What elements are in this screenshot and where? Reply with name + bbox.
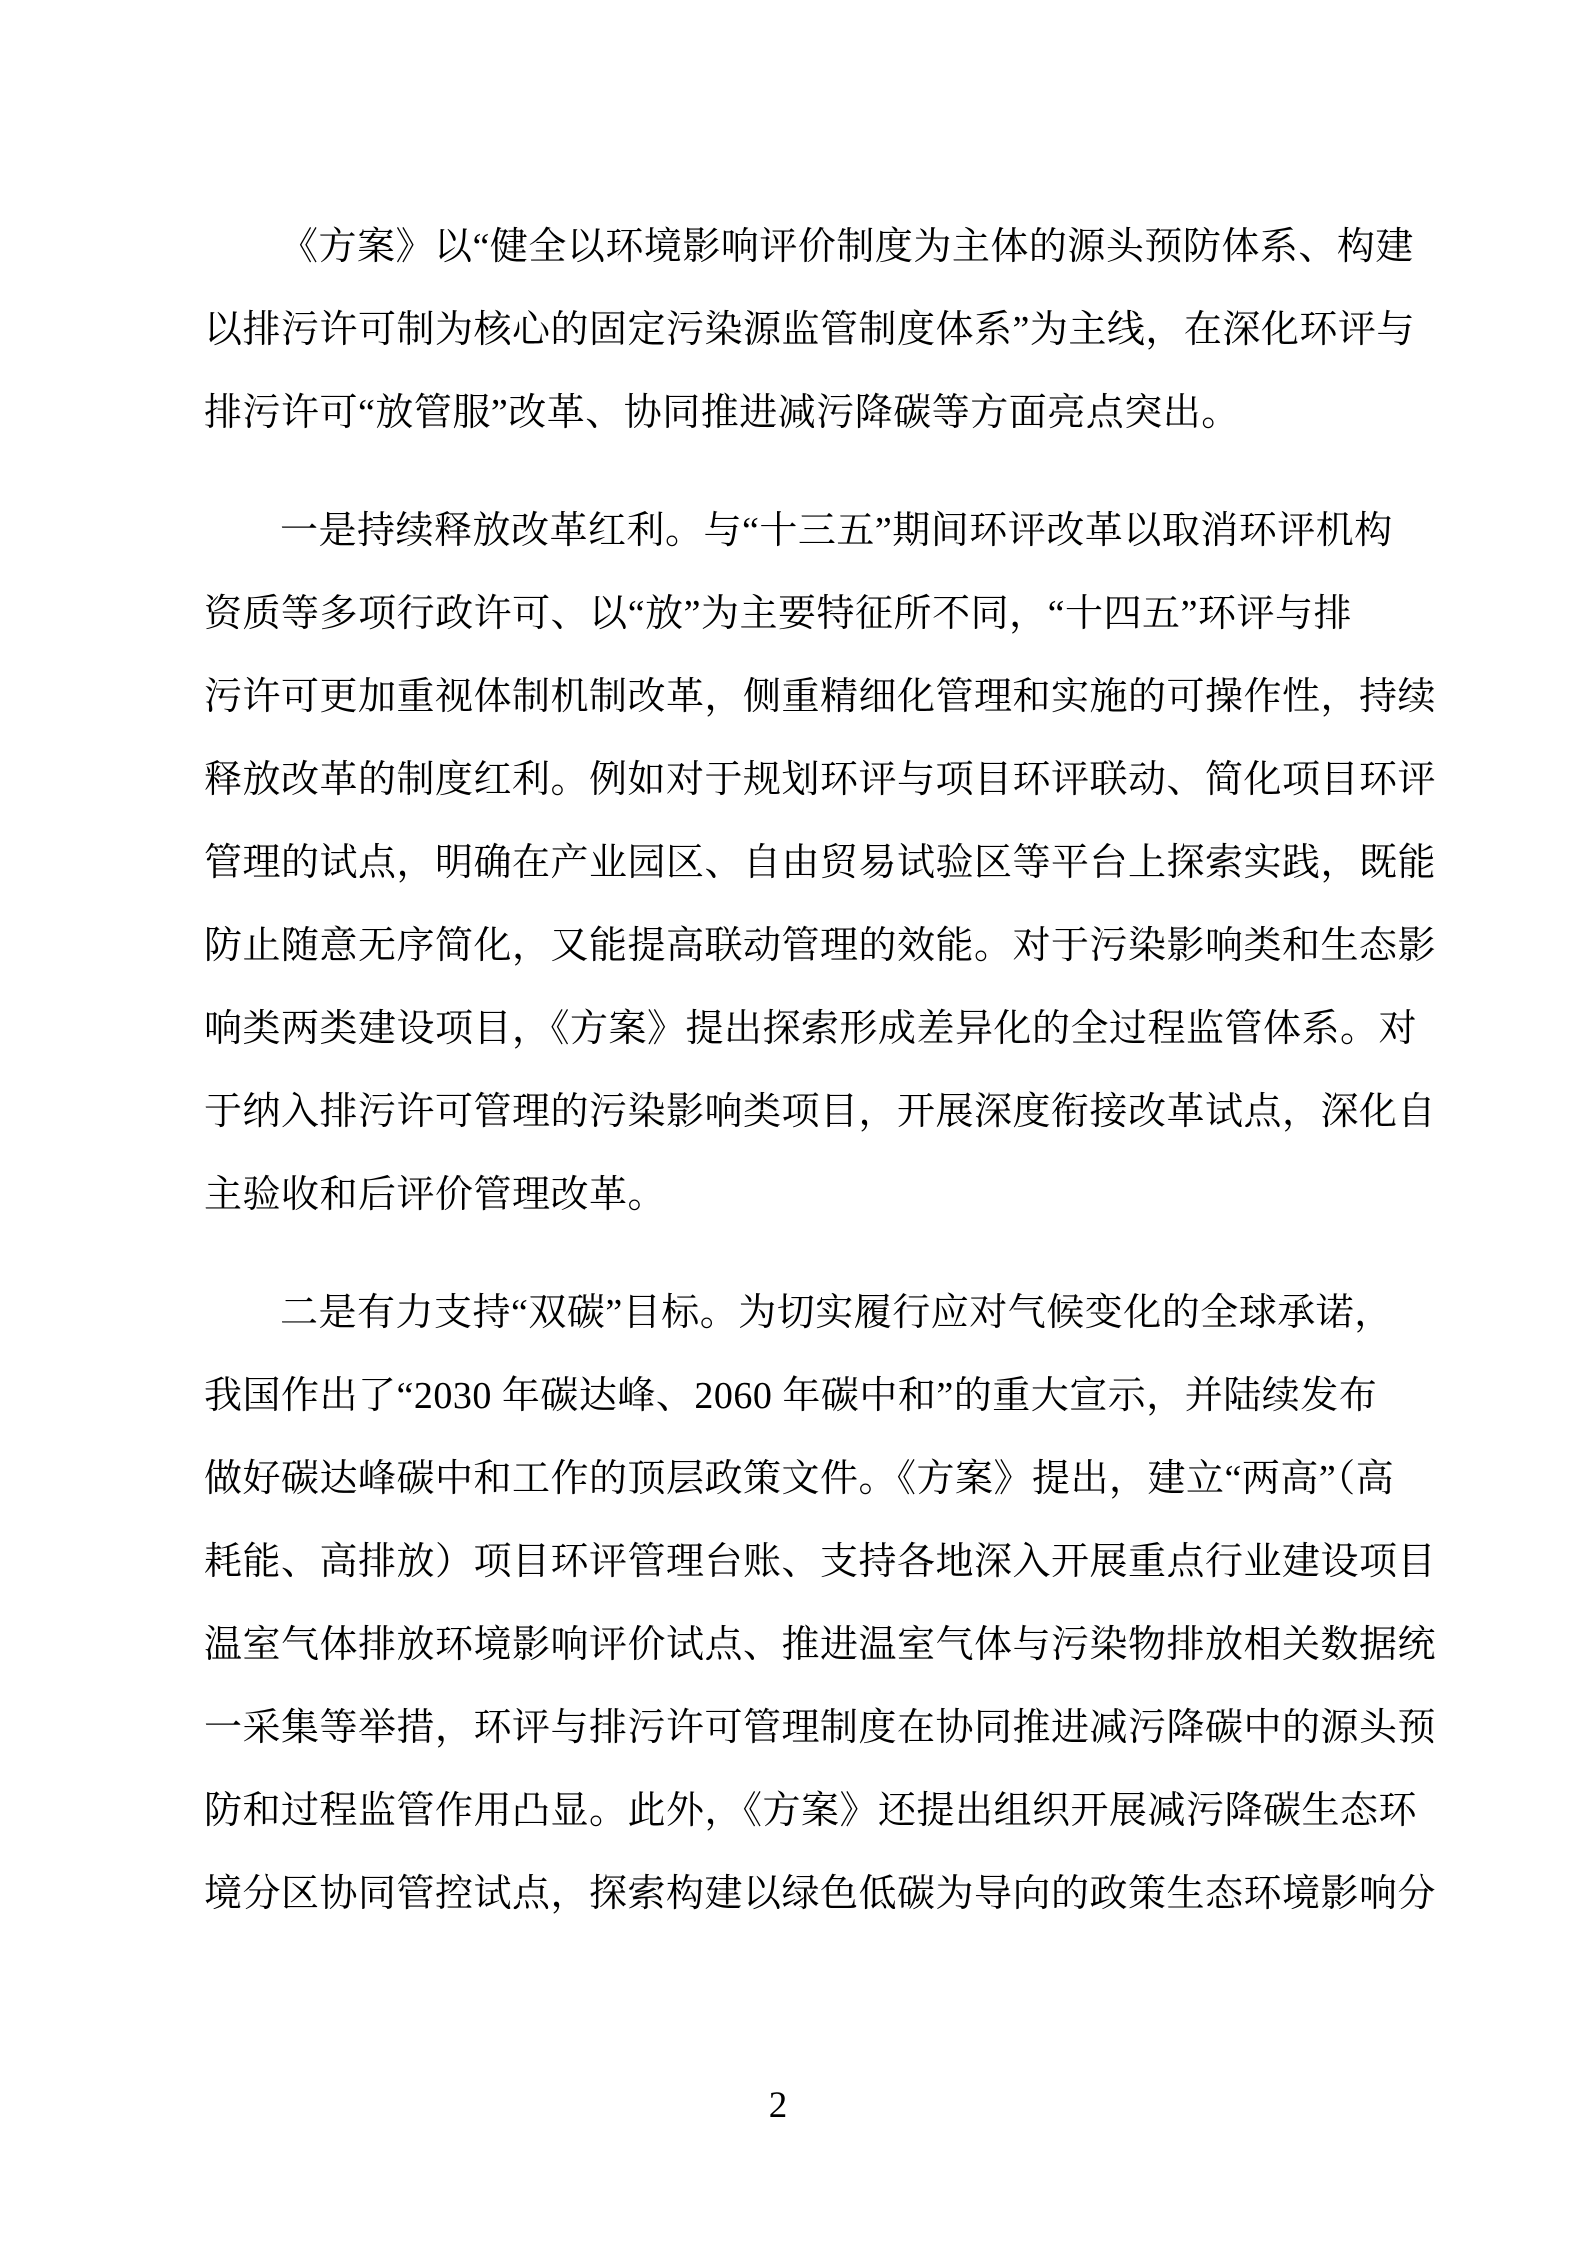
document-body — [204, 206, 1437, 1936]
text-line: 资质等多项行政许可、以“放”为主要特征所不同，“十四五”环评与排 — [204, 593, 1352, 635]
text-line: 排污许可“放管服”改革、协同推进减污降碳等方面亮点突出。 — [204, 392, 1240, 434]
text-line: 二是有力支持“双碳”目标。为切实履行应对气候变化的全球承诺， — [280, 1292, 1393, 1334]
page-number: 2 — [768, 2085, 788, 2126]
text-line: 释放改革的制度红利。例如对于规划环评与项目环评联动、简化项目环评 — [204, 759, 1437, 801]
text-line: 《方案》以“健全以环境影响评价制度为主体的源头预防体系、构建 — [280, 226, 1414, 268]
paragraph-1 — [204, 206, 1415, 455]
text-line: 我国作出了“2030 年碳达峰、2060 年碳中和”的重大宣示，并陆续发布 — [204, 1375, 1378, 1417]
text-line: 一采集等举措，环评与排污许可管理制度在协同推进减污降碳中的源头预 — [204, 1707, 1437, 1749]
text-line: 于纳入排污许可管理的污染影响类项目，开展深度衔接改革试点，深化自 — [204, 1091, 1437, 1133]
paragraph-3 — [204, 1272, 1437, 1936]
text-line: 以排污许可制为核心的固定污染源监管制度体系”为主线，在深化环评与 — [204, 309, 1415, 351]
text-line: 防止随意无序简化，又能提高联动管理的效能。对于污染影响类和生态影 — [204, 925, 1437, 967]
text-line: 防和过程监管作用凸显。此外，《方案》还提出组织开展减污降碳生态环 — [204, 1790, 1418, 1832]
text-line: 耗能、高排放）项目环评管理台账、支持各地深入开展重点行业建设项目 — [204, 1541, 1437, 1583]
text-line: 响类两类建设项目，《方案》提出探索形成差异化的全过程监管体系。对 — [204, 1008, 1418, 1050]
text-line: 做好碳达峰碳中和工作的顶层政策文件。《方案》提出，建立“两高”（高 — [204, 1458, 1395, 1500]
text-line: 温室气体排放环境影响评价试点、推进温室气体与污染物排放相关数据统 — [204, 1624, 1437, 1666]
text-line: 主验收和后评价管理改革。 — [204, 1174, 667, 1216]
page-footer — [204, 2082, 1352, 2130]
text-line: 污许可更加重视体制机制改革，侧重精细化管理和实施的可操作性，持续 — [204, 676, 1437, 718]
text-line: 管理的试点，明确在产业园区、自由贸易试验区等平台上探索实践，既能 — [204, 842, 1437, 884]
text-line: 一是持续释放改革红利。与“十三五”期间环评改革以取消环评机构 — [280, 510, 1393, 552]
text-line: 境分区协同管控试点，探索构建以绿色低碳为导向的政策生态环境影响分 — [204, 1873, 1437, 1915]
paragraph-2 — [204, 490, 1437, 1237]
